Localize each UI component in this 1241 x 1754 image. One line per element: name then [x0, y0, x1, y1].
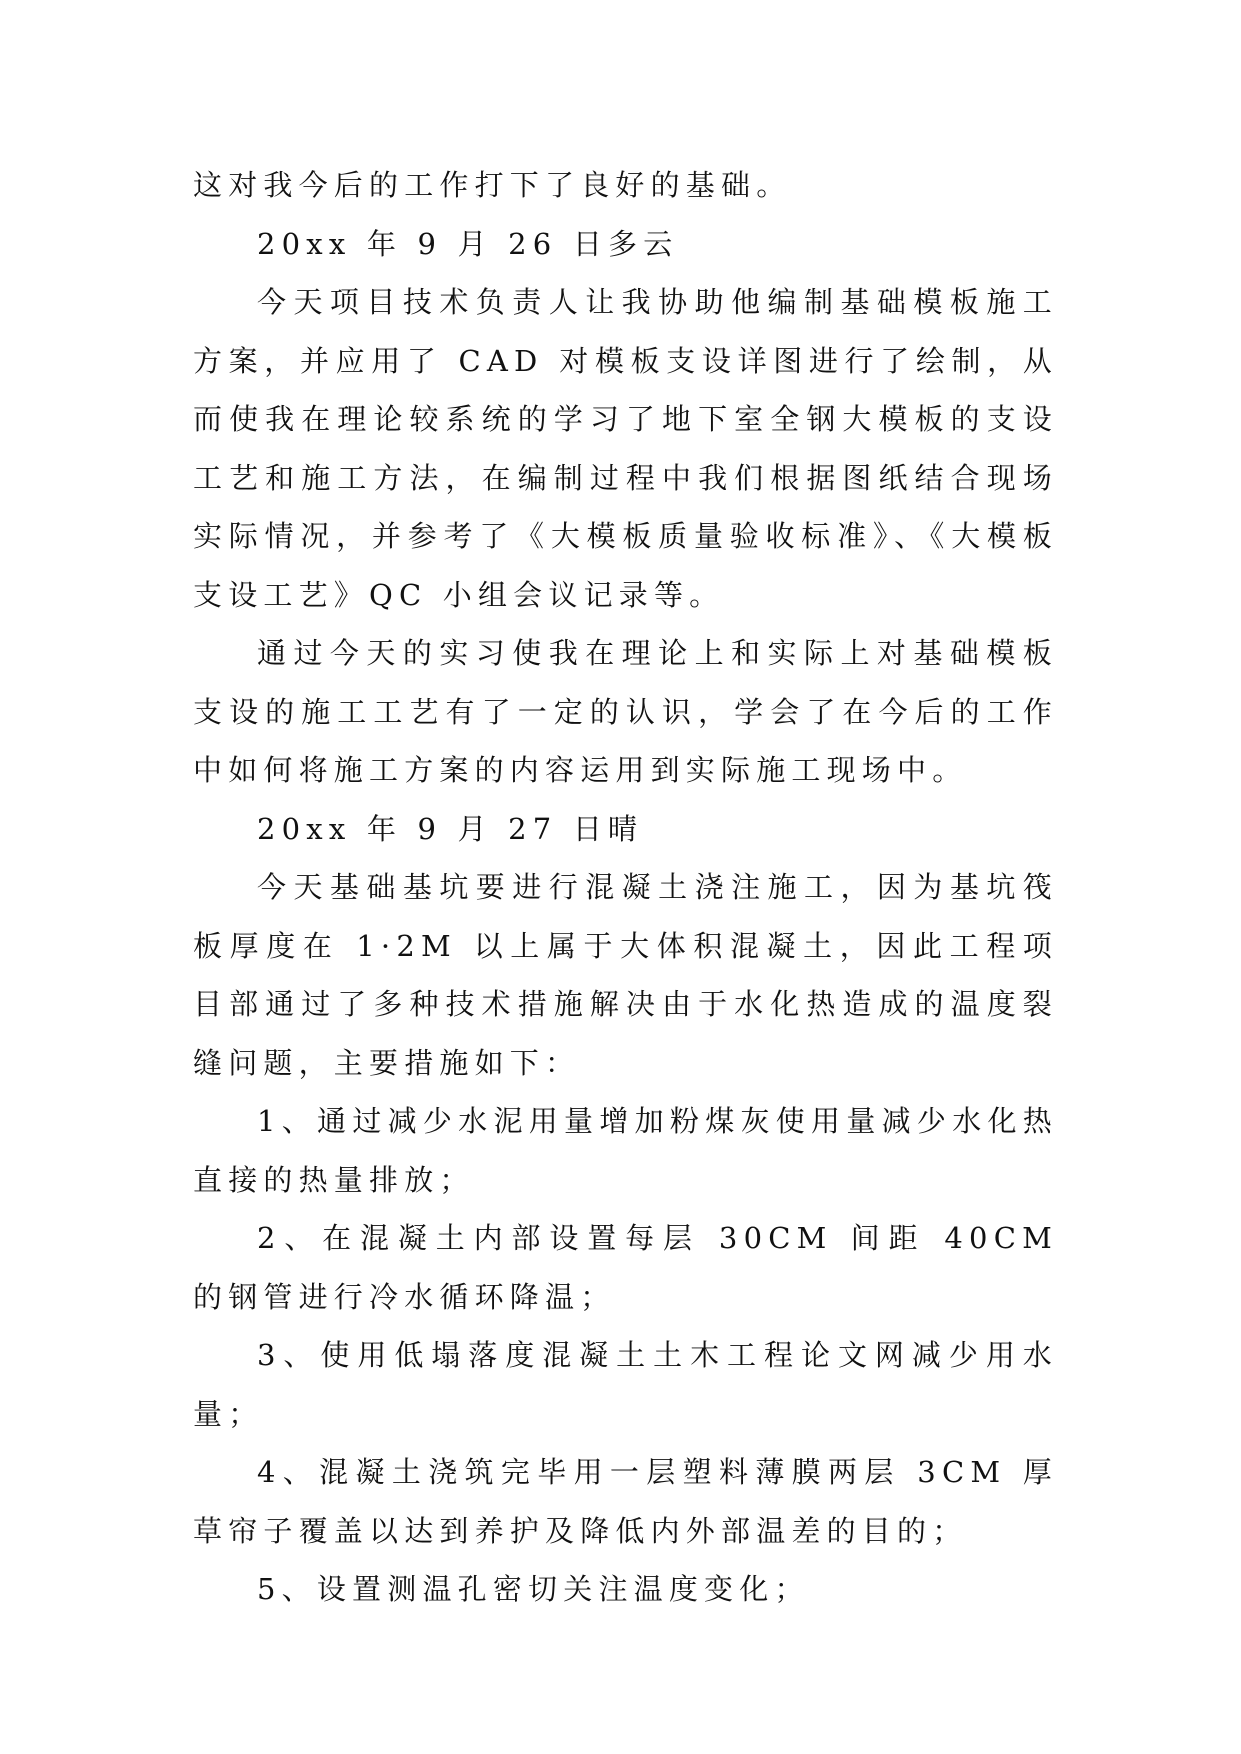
list-item-measure-2: 2、在混凝土内部设置每层 30CM 间距 40CM 的钢管进行冷水循环降温； — [193, 1221, 1058, 1314]
list-item-measure-4: 4、混凝土浇筑完毕用一层塑料薄膜两层 3CM 厚草帘子覆盖以达到养护及降低内外部温差的目的； — [193, 1455, 1058, 1548]
list-item-measure-1: 1、通过减少水泥用量增加粉煤灰使用量减少水化热直接的热量排放； — [193, 1104, 1058, 1197]
diary-date-sep-26: 20xx 年 9 月 26 日多云 — [257, 226, 679, 261]
list-item-measure-3: 3、使用低塌落度混凝土土木工程论文网减少用水量； — [193, 1338, 1058, 1431]
paragraph-internship-summary: 通过今天的实习使我在理论上和实际上对基础模板支设的施工工艺有了一定的认识，学会了在今后的工作中如何将施工方案的内容运用到实际施工现场中。 — [193, 636, 1058, 787]
diary-date-sep-27: 20xx 年 9 月 27 日晴 — [257, 811, 644, 846]
paragraph-continuation: 这对我今后的工作打下了良好的基础。 — [193, 168, 792, 202]
list-item-measure-5: 5、设置测温孔密切关注温度变化； — [257, 1572, 810, 1606]
paragraph-concrete-pouring: 今天基础基坑要进行混凝土浇注施工，因为基坑筏板厚度在 1·2M 以上属于大体积混凝土，因此工程项目部通过了多种技术措施解决由于水化热造成的温度裂缝问题，主要措施如下： — [193, 870, 1058, 1080]
paragraph-template-plan: 今天项目技术负责人让我协助他编制基础模板施工方案，并应用了 CAD 对模板支设详图进行了绘制，从而使我在理论较系统的学习了地下室全钢大模板的支设工艺和施工方法，在编制过程中我们根据图纸结合现场实际情况，并参考了《大模板质量验收标准》、《大模板支设工艺》QC 小组会议记录等。 — [193, 285, 1058, 612]
document-body — [193, 156, 1058, 1619]
